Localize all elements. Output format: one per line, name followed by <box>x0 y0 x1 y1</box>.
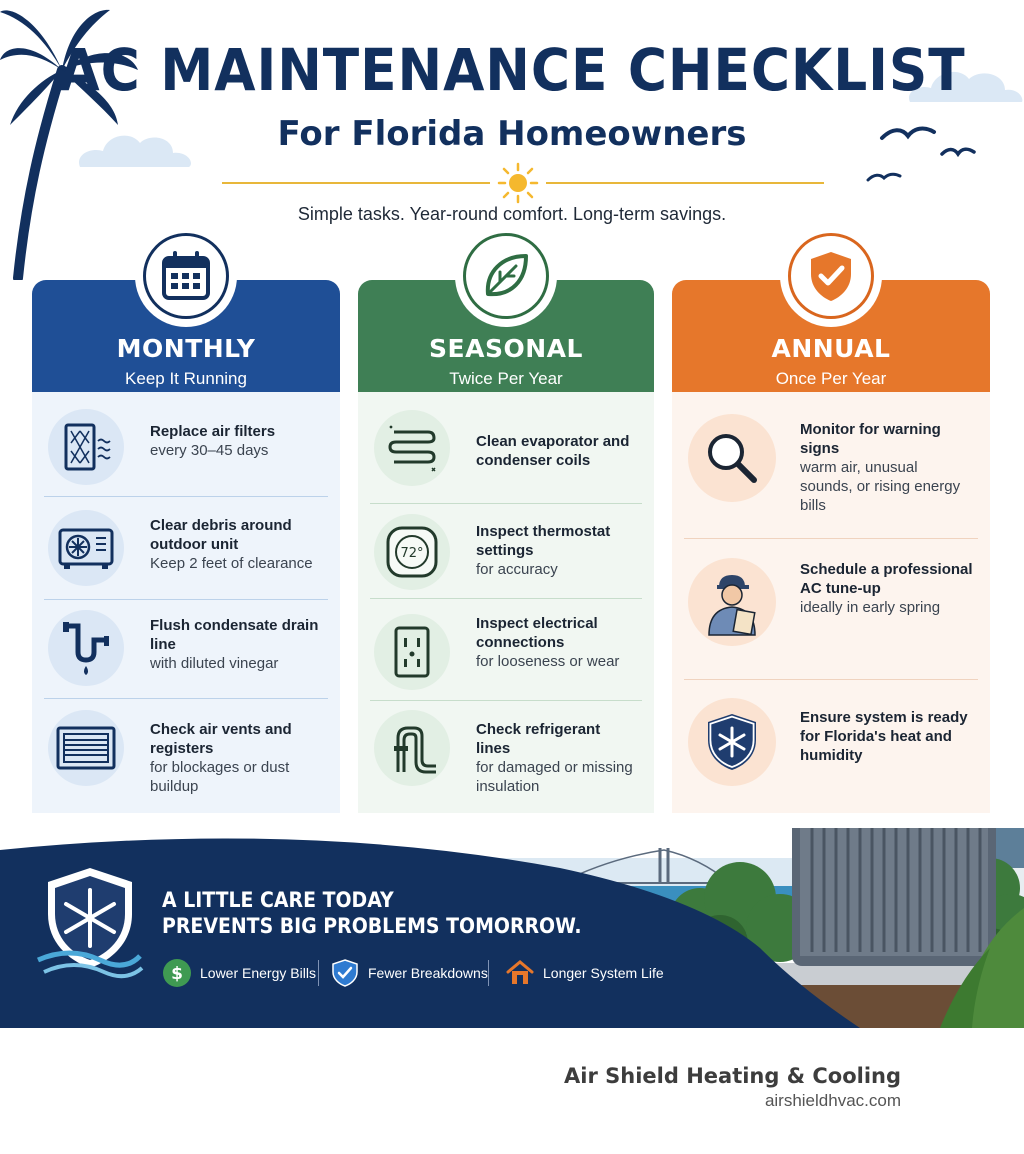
seasonal-column <box>358 280 654 813</box>
column-body <box>32 392 340 813</box>
item-divider <box>370 700 642 701</box>
svg-text:$: $ <box>171 964 183 984</box>
thermostat-icon <box>374 514 450 590</box>
item-title: Inspect thermostat settings <box>476 523 611 559</box>
column-title: MONTHLY <box>116 334 256 363</box>
list-item <box>44 606 328 698</box>
item-title: Check refrigerant lines <box>476 721 601 757</box>
divider-line <box>222 182 490 184</box>
benefit-label: Longer System Life <box>543 965 664 981</box>
technician-icon <box>688 558 776 646</box>
drain-pipe-icon <box>48 610 124 686</box>
item-title: Schedule a professional AC tune-up <box>800 561 973 597</box>
item-title: Clean evaporator and condenser coils <box>476 433 630 469</box>
item-divider <box>44 496 328 497</box>
outlet-icon <box>374 614 450 690</box>
column-badge <box>135 225 237 327</box>
benefit-item <box>505 958 664 988</box>
item-detail: for looseness or wear <box>476 653 620 670</box>
leaf-icon <box>478 248 534 304</box>
brand-name: Air Shield Heating & Cooling <box>564 1064 901 1088</box>
item-detail: for damaged or missing insulation <box>476 759 633 795</box>
list-item <box>370 510 642 600</box>
item-title: Check air vents and registers <box>150 721 292 757</box>
shield-check-icon <box>803 248 859 304</box>
item-divider <box>370 598 642 599</box>
list-item <box>684 686 978 796</box>
banner-title-line1: A LITTLE CARE TODAY <box>162 888 394 912</box>
list-item <box>370 706 642 806</box>
item-title: Monitor for warning signs <box>800 421 941 457</box>
benefit-item <box>330 958 488 988</box>
page-subtitle: For Florida Homeowners <box>277 114 747 154</box>
air-vent-icon <box>48 710 124 786</box>
benefit-label: Lower Energy Bills <box>200 965 316 981</box>
item-title: Ensure system is ready for Florida's heat and humidity <box>800 709 968 764</box>
calendar-icon <box>158 248 214 304</box>
item-title: Flush condensate drain line <box>150 617 319 653</box>
magnifier-icon <box>688 414 776 502</box>
shield-check-icon <box>330 958 360 988</box>
list-item <box>684 402 978 530</box>
dollar-icon <box>162 958 192 988</box>
column-body <box>672 392 990 813</box>
item-detail: every 30–45 days <box>150 442 269 459</box>
item-divider <box>44 599 328 600</box>
list-item <box>684 544 978 678</box>
benefit-item <box>162 958 316 988</box>
column-badge <box>455 225 557 327</box>
column-title: SEASONAL <box>429 334 583 363</box>
benefit-divider <box>318 960 319 986</box>
monthly-column <box>32 280 340 813</box>
coil-icon <box>374 410 450 486</box>
item-detail: for blockages or dust buildup <box>150 759 290 795</box>
sun-icon <box>497 162 539 204</box>
tagline: Simple tasks. Year-round comfort. Long-term savings. <box>297 204 727 224</box>
list-item <box>370 604 642 700</box>
benefit-divider <box>488 960 489 986</box>
item-divider <box>370 503 642 504</box>
column-subtitle: Once Per Year <box>775 369 887 388</box>
item-detail: ideally in early spring <box>800 599 941 616</box>
page-title: AC MAINTENANCE CHECKLIST <box>58 36 966 104</box>
list-item <box>44 704 328 804</box>
column-title: ANNUAL <box>771 334 891 363</box>
item-detail: for accuracy <box>476 561 558 578</box>
banner-title-line2: PREVENTS BIG PROBLEMS TOMORROW. <box>162 914 582 938</box>
item-detail: with diluted vinegar <box>150 655 279 672</box>
air-filter-icon <box>48 409 124 485</box>
column-body <box>358 392 654 813</box>
list-item <box>370 404 642 500</box>
item-detail: warm air, unusual sounds, or rising energy bills <box>800 459 961 514</box>
list-item <box>44 404 328 494</box>
item-divider <box>44 698 328 699</box>
ac-unit-illustration <box>788 828 1000 966</box>
annual-column <box>672 280 990 813</box>
brand-url: airshieldhvac.com <box>764 1091 901 1110</box>
column-badge <box>780 225 882 327</box>
house-icon <box>505 958 535 988</box>
item-divider <box>684 679 978 680</box>
snowflake-shield-icon <box>688 698 776 786</box>
divider-line <box>546 182 824 184</box>
item-title: Replace air filters <box>150 423 276 440</box>
outdoor-unit-icon <box>48 510 124 586</box>
list-item <box>44 502 328 598</box>
item-title: Inspect electrical connections <box>476 615 598 651</box>
item-divider <box>684 538 978 539</box>
thermostat-reading: 72° <box>400 546 424 561</box>
refrigerant-line-icon <box>374 710 450 786</box>
item-detail: Keep 2 feet of clearance <box>150 555 313 572</box>
item-title: Clear debris around outdoor unit <box>150 517 292 553</box>
benefit-label: Fewer Breakdowns <box>368 965 488 981</box>
column-subtitle: Keep It Running <box>125 369 247 388</box>
column-subtitle: Twice Per Year <box>449 369 563 388</box>
